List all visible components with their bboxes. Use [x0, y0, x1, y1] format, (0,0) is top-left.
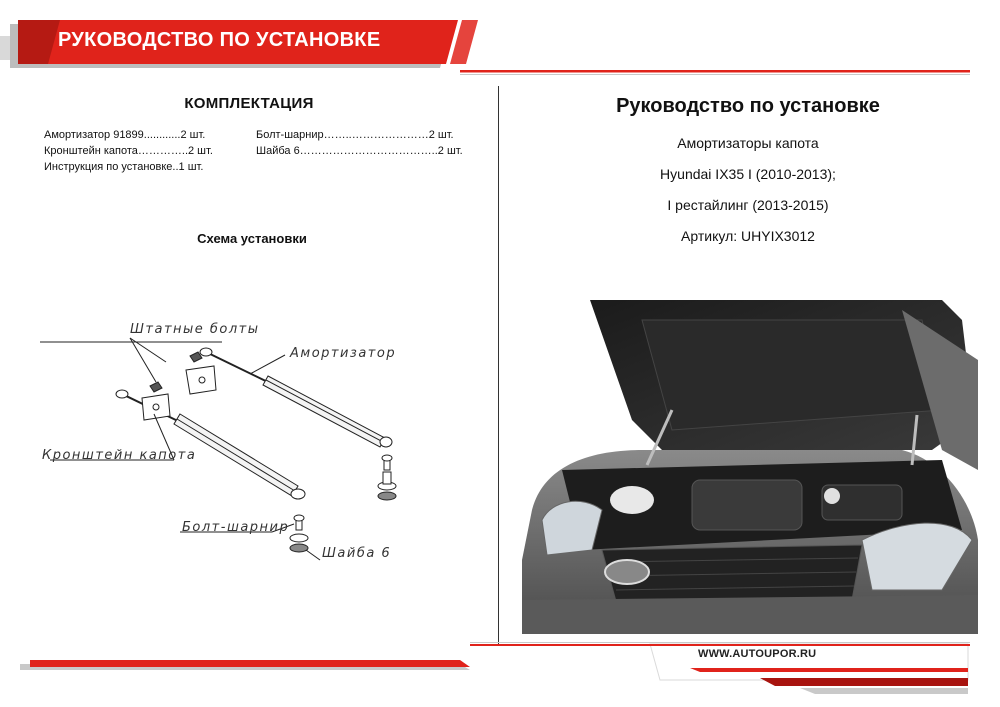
kit-title: КОМПЛЕКТАЦИЯ: [184, 95, 314, 112]
product-article: Артикул: UHYIX3012: [681, 228, 815, 244]
footer-website: WWW.AUTOUPOR.RU: [698, 648, 817, 660]
label-ball-bolt: Болт-шарнир: [182, 520, 290, 535]
product-model-restyle: I рестайлинг (2013-2015): [667, 197, 829, 213]
column-divider: [498, 86, 499, 644]
kit-item-shock: Амортизатор 91899............2 шт.: [44, 129, 206, 141]
kit-item-manual: Инструкция по установке..1 шт.: [44, 161, 204, 173]
label-washer: Шайба 6: [322, 546, 392, 561]
label-shock-absorber: Амортизатор: [290, 346, 397, 361]
header-title: РУКОВОДСТВО ПО УСТАНОВКЕ: [58, 29, 381, 51]
product-title: Руководство по установке: [616, 95, 880, 117]
car-photo: [522, 300, 978, 634]
label-hood-bracket: Кронштейн капота: [42, 448, 197, 463]
kit-item-washer: Шайба 6………………………………..2 шт.: [256, 145, 463, 157]
footer-banner: [0, 630, 1000, 707]
scheme-title: Схема установки: [197, 231, 307, 246]
label-standard-bolts: Штатные болты: [130, 322, 260, 337]
product-subtitle: Амортизаторы капота: [677, 135, 819, 151]
kit-item-bracket: Кронштейн капота…………..2 шт.: [44, 145, 213, 157]
kit-item-bolt: Болт-шарнир……..…………………2 шт.: [256, 129, 454, 141]
product-model: Hyundai IX35 I (2010-2013);: [660, 166, 836, 182]
